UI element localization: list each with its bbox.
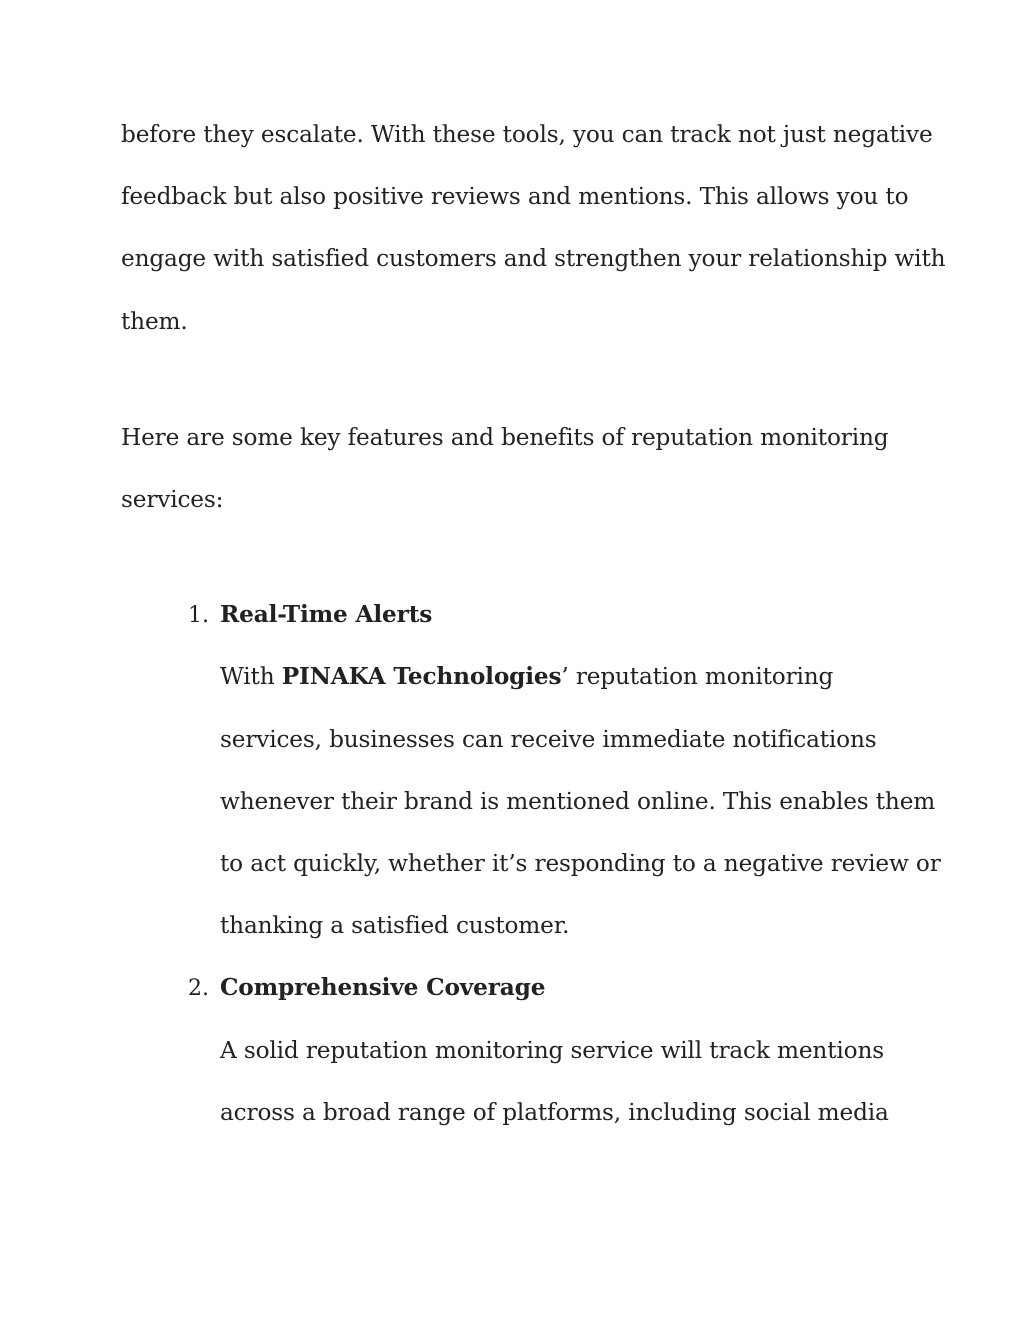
list-item-line: whenever their brand is mentioned online. This enables them <box>220 788 936 815</box>
text-suffix: ’ reputation monitoring <box>561 663 834 690</box>
list-item-line: services, businesses can receive immediate notifications <box>220 726 877 753</box>
paragraph-line: before they escalate. With these tools, you can track not just negative <box>121 121 933 148</box>
list-item-heading: Real-Time Alerts <box>220 601 433 628</box>
company-name: PINAKA Technologies <box>281 663 562 690</box>
list-item-line <box>220 662 833 692</box>
list-item-line: across a broad range of platforms, including social media <box>220 1099 889 1126</box>
list-item-line: thanking a satisfied customer. <box>220 912 570 939</box>
list-item-line: to act quickly, whether it’s responding to a negative review or <box>220 850 941 877</box>
paragraph-line: them. <box>121 308 188 335</box>
text-prefix: With <box>220 663 282 690</box>
list-item-heading: Comprehensive Coverage <box>220 974 546 1001</box>
list-item-number: 2. <box>188 976 209 1001</box>
paragraph-line: services: <box>121 486 224 513</box>
list-item-number: 1. <box>188 603 209 628</box>
paragraph-line: Here are some key features and benefits of reputation monitoring <box>121 424 889 451</box>
list-item-line: A solid reputation monitoring service will track mentions <box>220 1037 884 1064</box>
paragraph-line: feedback but also positive reviews and mentions. This allows you to <box>121 183 909 210</box>
paragraph-line: engage with satisfied customers and strengthen your relationship with <box>121 245 946 272</box>
